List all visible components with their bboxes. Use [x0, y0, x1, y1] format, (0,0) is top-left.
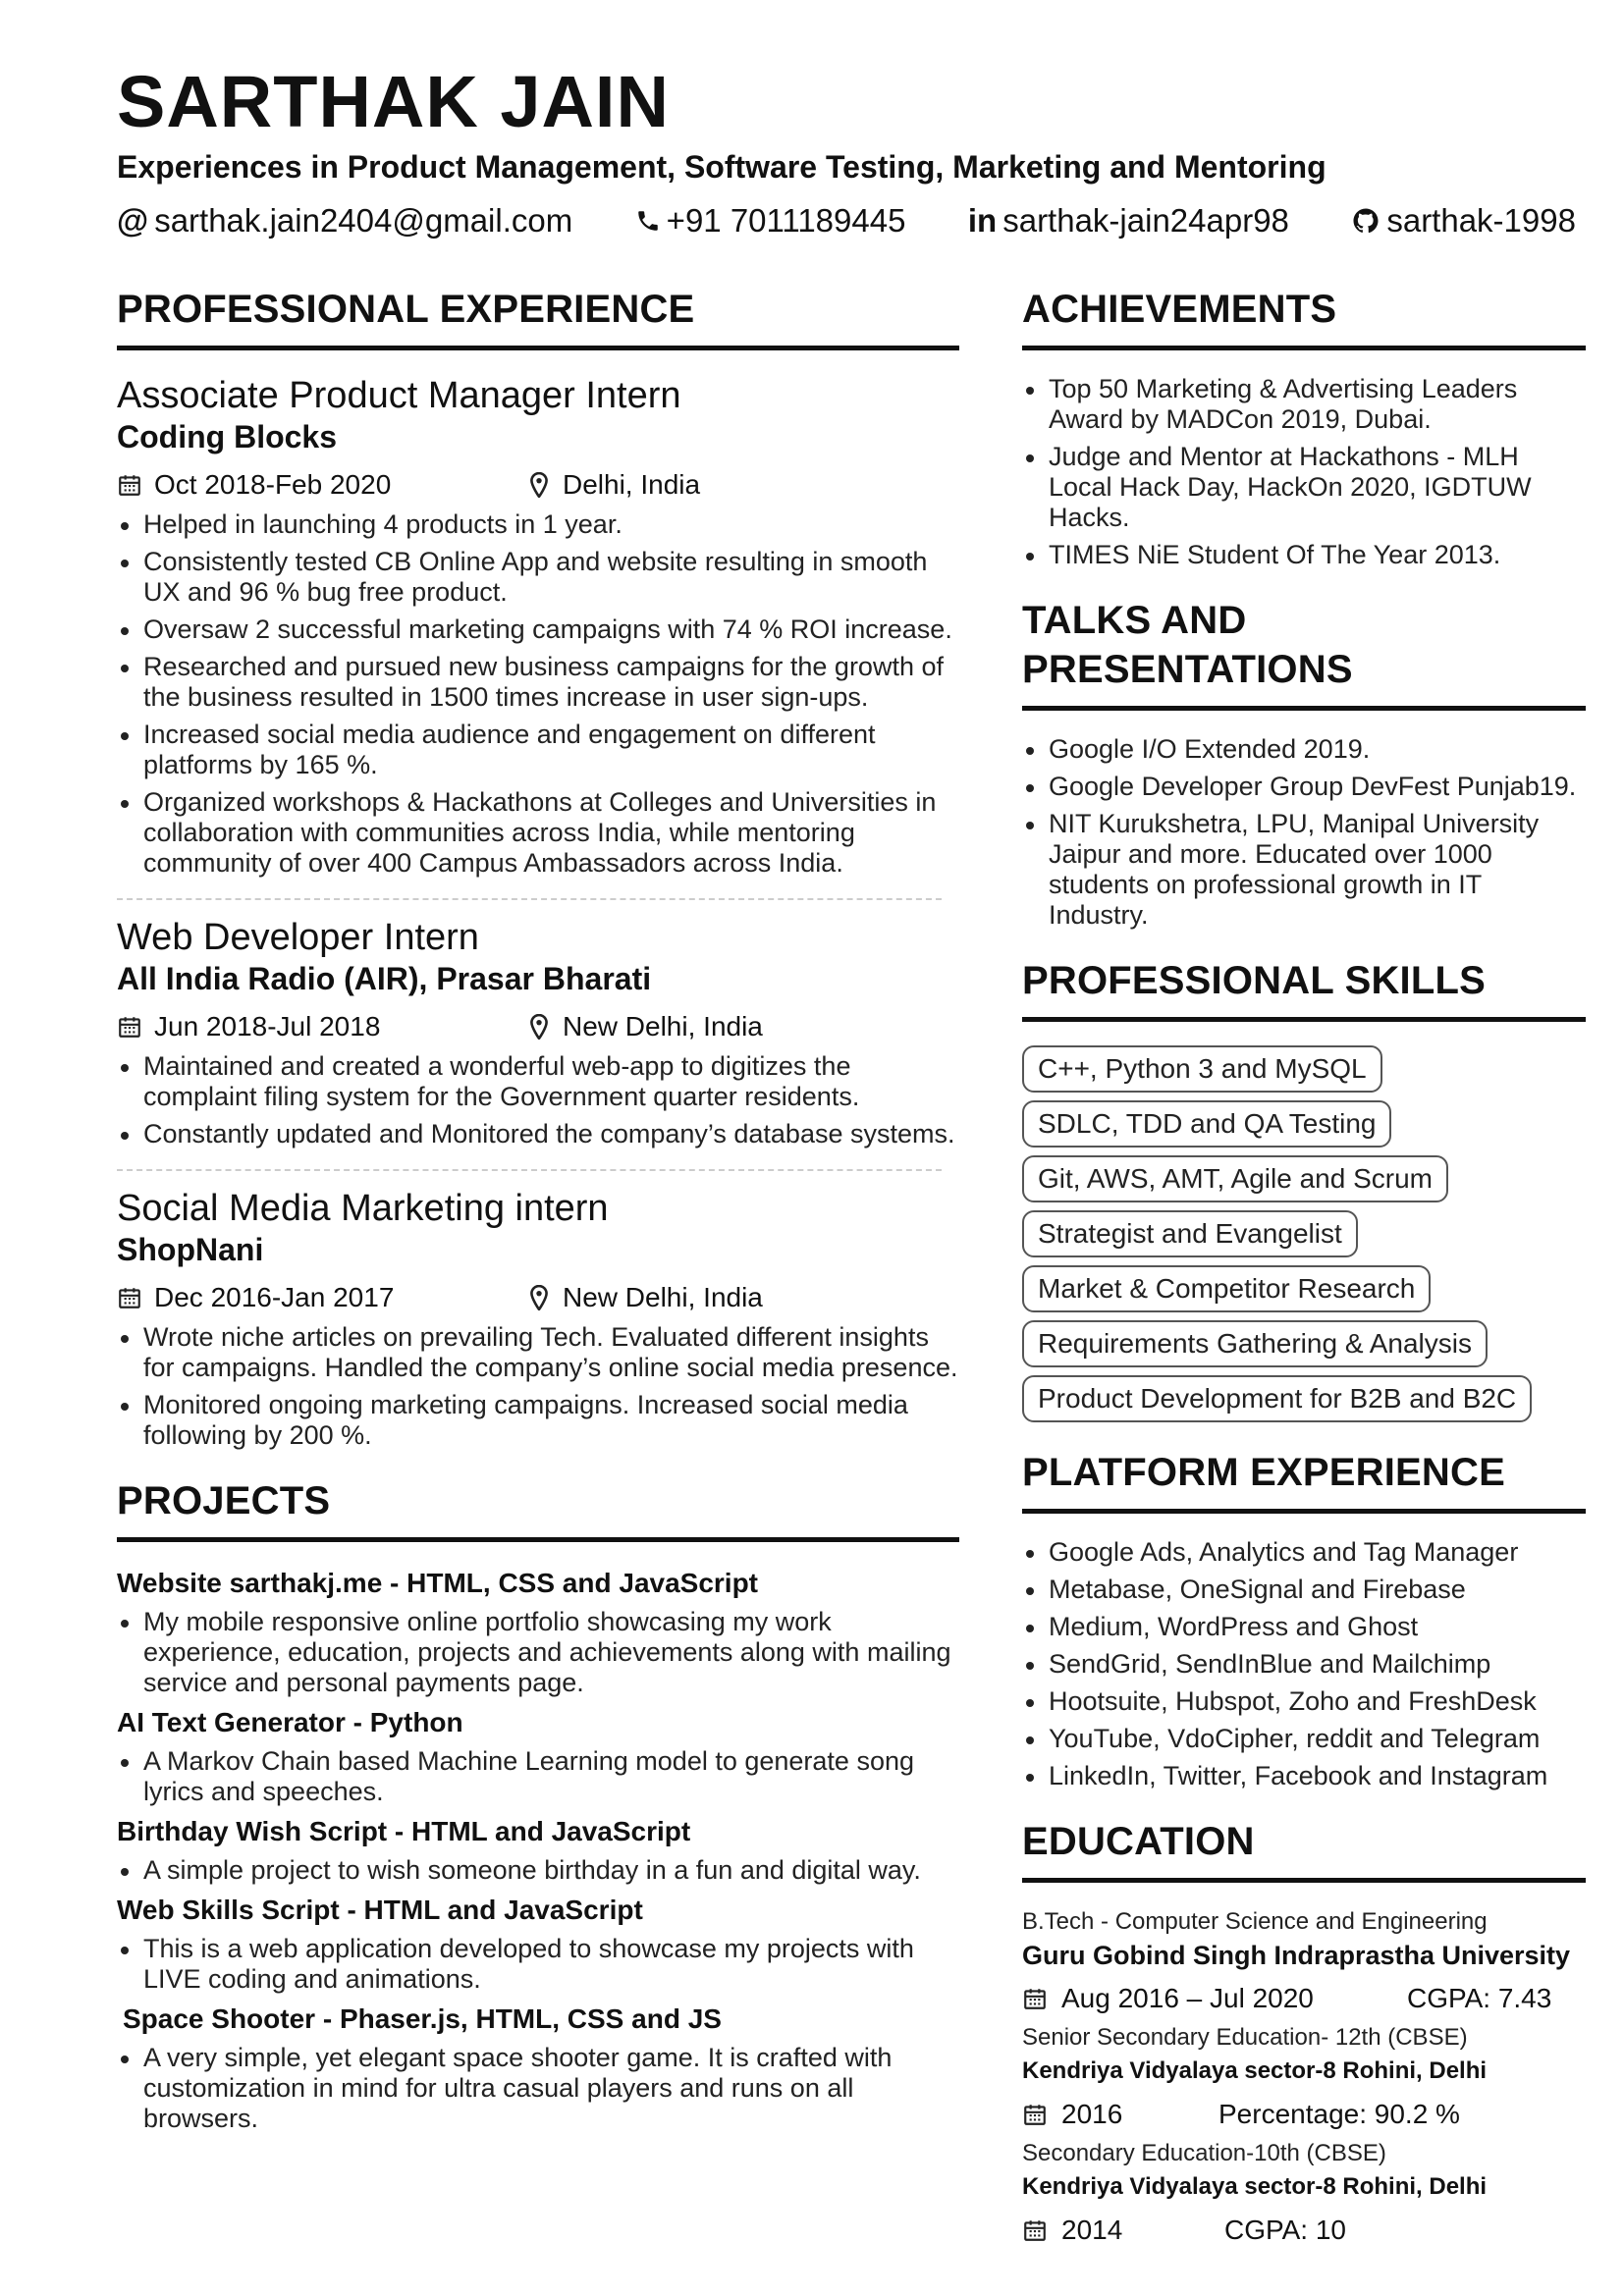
edu-date: 2016	[1061, 2099, 1123, 2129]
calendar-icon	[1022, 2102, 1048, 2127]
job-company: All India Radio (AIR), Prasar Bharati	[117, 961, 652, 996]
edu-school: Kendriya Vidyalaya sector-8 Rohini, Delhi	[1022, 2057, 1488, 2084]
job-meta	[117, 1279, 959, 1316]
divider	[117, 1169, 942, 1171]
email-contact[interactable]	[117, 200, 572, 241]
talks-list	[1022, 734, 1586, 931]
talk-item: NIT Kurukshetra, LPU, Manipal University Jaipur and more. Educated over 1000 students on professional growth in IT Industry.	[1022, 809, 1586, 931]
job-entry	[117, 374, 959, 879]
skill-chip: Strategist and Evangelist	[1022, 1210, 1358, 1257]
skill-chip: Git, AWS, AMT, Agile and Scrum	[1022, 1155, 1448, 1202]
platform-item: Google Ads, Analytics and Tag Manager	[1022, 1537, 1586, 1568]
education-heading: EDUCATION	[1022, 1817, 1586, 1883]
experience-heading: PROFESSIONAL EXPERIENCE	[117, 285, 959, 350]
bullet-item: Oversaw 2 successful marketing campaigns with 74 % ROI increase.	[117, 614, 959, 645]
job-date: Dec 2016-Jan 2017	[154, 1282, 395, 1312]
project-list	[117, 1566, 959, 2134]
github-icon	[1351, 206, 1380, 236]
map-pin-icon	[529, 1285, 549, 1310]
platform-item: Hootsuite, Hubspot, Zoho and FreshDesk	[1022, 1686, 1586, 1717]
education-list	[1022, 1906, 1586, 2250]
github-contact[interactable]	[1351, 200, 1576, 241]
map-pin-icon	[529, 472, 549, 498]
bullet-item: Consistently tested CB Online App and website resulting in smooth UX and 96 % bug free product.	[117, 547, 959, 608]
platform-item: Metabase, OneSignal and Firebase	[1022, 1575, 1586, 1605]
talks-heading: TALKS AND PRESENTATIONS	[1022, 596, 1586, 711]
job-date: Jun 2018-Jul 2018	[154, 1011, 381, 1041]
linkedin-contact[interactable]	[968, 200, 1289, 241]
phone-text[interactable]: +91 7011189445	[666, 202, 906, 239]
project-description: A very simple, yet elegant space shooter game. It is crafted with customization in mind for ultra casual players and runs on all browsers.	[117, 2043, 959, 2134]
achievements-list	[1022, 374, 1586, 570]
skill-chip: SDLC, TDD and QA Testing	[1022, 1100, 1391, 1148]
email-text[interactable]: sarthak.jain2404@gmail.com	[154, 202, 573, 239]
job-company: Coding Blocks	[117, 419, 338, 454]
skills-heading: PROFESSIONAL SKILLS	[1022, 956, 1586, 1022]
platform-item: SendGrid, SendInBlue and Mailchimp	[1022, 1649, 1586, 1680]
achievement-item: TIMES NiE Student Of The Year 2013.	[1022, 540, 1586, 570]
phone-contact[interactable]	[635, 200, 906, 241]
job-location: Delhi, India	[563, 469, 701, 500]
edu-school: Kendriya Vidyalaya sector-8 Rohini, Delhi	[1022, 2173, 1488, 2200]
platform-item: YouTube, VdoCipher, reddit and Telegram	[1022, 1724, 1586, 1754]
project-name: Birthday Wish Script - HTML and JavaScript	[117, 1816, 691, 1846]
project-description: My mobile responsive online portfolio showcasing my work experience, education, projects and achievements along with mailing service and personal payments page.	[117, 1607, 959, 1698]
achievements-heading: ACHIEVEMENTS	[1022, 285, 1586, 350]
tagline: Experiences in Product Management, Software Testing, Marketing and Mentoring	[117, 149, 1326, 185]
achievement-item: Top 50 Marketing & Advertising Leaders Award by MADCon 2019, Dubai.	[1022, 374, 1586, 435]
job-title: Social Media Marketing intern	[117, 1188, 609, 1229]
job-location: New Delhi, India	[563, 1011, 763, 1041]
edu-degree: Secondary Education-10th (CBSE)	[1022, 2140, 1386, 2166]
candidate-name: SARTHAK JAIN	[117, 61, 670, 142]
job-title: Web Developer Intern	[117, 917, 479, 958]
bullet-item: Constantly updated and Monitored the company’s database systems.	[117, 1119, 959, 1149]
contact-bar	[117, 200, 1576, 241]
platform-item: LinkedIn, Twitter, Facebook and Instagram	[1022, 1761, 1586, 1791]
platforms-list	[1022, 1537, 1586, 1791]
edu-score: CGPA: 7.43	[1407, 1983, 1552, 2013]
platforms-heading: PLATFORM EXPERIENCE	[1022, 1448, 1586, 1514]
job-entry	[117, 916, 959, 1149]
job-bullets	[117, 509, 959, 879]
bullet-item: Researched and pursued new business campaigns for the growth of the business resulted in 1500 times increase in user sign-ups.	[117, 652, 959, 713]
job-bullets	[117, 1322, 959, 1451]
project-name: Website sarthakj.me - HTML, CSS and JavaScript	[117, 1568, 759, 1598]
achievement-item: Judge and Mentor at Hackathons - MLH Local Hack Day, HackOn 2020, IGDTUW Hacks.	[1022, 442, 1586, 533]
job-location: New Delhi, India	[563, 1282, 763, 1312]
project-name: AI Text Generator - Python	[117, 1707, 463, 1737]
skill-chip: Product Development for B2B and B2C	[1022, 1375, 1532, 1422]
edu-date: 2014	[1061, 2215, 1123, 2245]
edu-meta	[1022, 2095, 1586, 2134]
divider	[117, 898, 942, 900]
edu-meta	[1022, 1979, 1586, 2018]
edu-meta	[1022, 2211, 1586, 2250]
projects-heading: PROJECTS	[117, 1476, 959, 1542]
job-entry	[117, 1187, 959, 1451]
project-name: Space Shooter - Phaser.js, HTML, CSS and JS	[123, 2003, 722, 2034]
job-company: ShopNani	[117, 1232, 264, 1267]
edu-degree: Senior Secondary Education- 12th (CBSE)	[1022, 2024, 1468, 2051]
edu-score: Percentage: 90.2 %	[1218, 2099, 1460, 2129]
phone-icon	[635, 208, 661, 234]
job-bullets	[117, 1051, 959, 1149]
edu-school: Guru Gobind Singh Indraprastha University	[1022, 1941, 1571, 1970]
skills-list	[1022, 1045, 1586, 1422]
bullet-item: Monitored ongoing marketing campaigns. Increased social media following by 200 %.	[117, 1390, 959, 1451]
right-column	[1022, 285, 1586, 2254]
project-name: Web Skills Script - HTML and JavaScript	[117, 1895, 643, 1925]
project-description: A simple project to wish someone birthday in a fun and digital way.	[117, 1855, 959, 1886]
bullet-item: Helped in launching 4 products in 1 year.	[117, 509, 959, 540]
bullet-item: Increased social media audience and engagement on different platforms by 165 %.	[117, 720, 959, 780]
talk-item: Google Developer Group DevFest Punjab19.	[1022, 772, 1586, 802]
calendar-icon	[117, 1285, 142, 1310]
platform-item: Medium, WordPress and Ghost	[1022, 1612, 1586, 1642]
calendar-icon	[117, 472, 142, 498]
job-title: Associate Product Manager Intern	[117, 375, 681, 416]
calendar-icon	[1022, 2217, 1048, 2243]
job-meta	[117, 1008, 959, 1045]
bullet-item: Maintained and created a wonderful web-app to digitizes the complaint filing system for the Government quarter residents.	[117, 1051, 959, 1112]
edu-degree: B.Tech - Computer Science and Engineering	[1022, 1908, 1488, 1935]
bullet-item: Wrote niche articles on prevailing Tech. Evaluated different insights for campaigns. Handled the company’s online social media presence.	[117, 1322, 959, 1383]
talk-item: Google I/O Extended 2019.	[1022, 734, 1586, 765]
map-pin-icon	[529, 1014, 549, 1040]
linkedin-text[interactable]: sarthak-jain24apr98	[1002, 202, 1289, 239]
at-icon: @	[117, 202, 149, 239]
edu-date: Aug 2016 – Jul 2020	[1061, 1983, 1314, 2013]
github-text[interactable]: sarthak-1998	[1386, 202, 1576, 239]
calendar-icon	[117, 1014, 142, 1040]
edu-score: CGPA: 10	[1224, 2215, 1346, 2245]
project-description: A Markov Chain based Machine Learning model to generate song lyrics and speeches.	[117, 1746, 959, 1807]
skill-chip: Requirements Gathering & Analysis	[1022, 1320, 1488, 1367]
bullet-item: Organized workshops & Hackathons at Colleges and Universities in collaboration with communities across India, while mentoring community of over 400 Campus Ambassadors across India.	[117, 787, 959, 879]
skill-chip: C++, Python 3 and MySQL	[1022, 1045, 1382, 1093]
linkedin-icon: in	[967, 202, 998, 239]
job-date: Oct 2018-Feb 2020	[154, 469, 392, 500]
left-column	[117, 285, 959, 2141]
calendar-icon	[1022, 1986, 1048, 2011]
project-description: This is a web application developed to showcase my projects with LIVE coding and animations.	[117, 1934, 959, 1995]
job-meta	[117, 466, 959, 504]
skill-chip: Market & Competitor Research	[1022, 1265, 1431, 1312]
